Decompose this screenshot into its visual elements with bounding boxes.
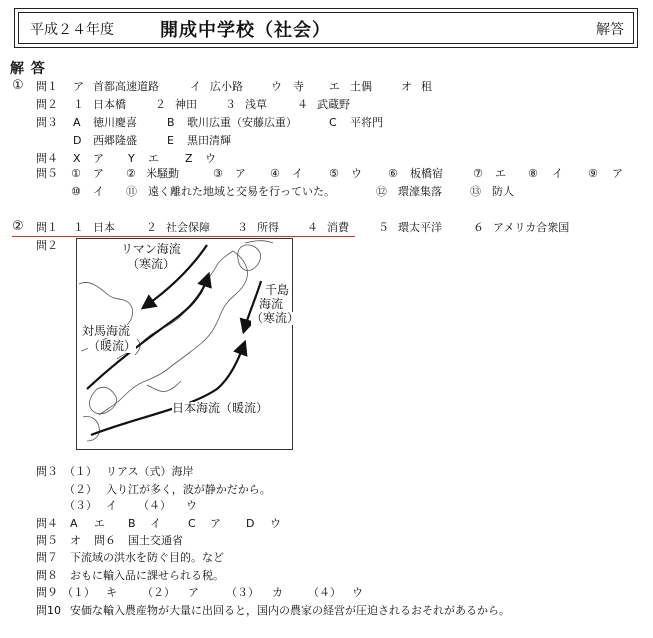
s1-q2-a3: 浅草 xyxy=(245,98,267,111)
s1-q4-Y: エ xyxy=(148,152,159,165)
s1-q2-n1: １ xyxy=(73,98,84,111)
red-underline xyxy=(12,236,355,237)
s2-q8-answer: おもに輸入品に課せられる税。 xyxy=(70,569,224,582)
chishima-label-2: 海流 xyxy=(259,297,284,311)
s1-q5-a6: 板橋宿 xyxy=(410,167,443,180)
s2-q9-a2: ア xyxy=(188,586,199,599)
s1-q3-D: 西郷隆盛 xyxy=(93,134,137,147)
s2-q6-label: 問６ xyxy=(94,534,116,547)
s1-q4-X: ア xyxy=(93,152,104,165)
s1-q5-a4: イ xyxy=(292,167,303,180)
s2-q1-n6: ６ xyxy=(473,221,484,234)
s2-q2-label: 問２ xyxy=(36,239,58,252)
s1-q1-i: 広小路 xyxy=(210,80,243,93)
page-title: 解 答 xyxy=(10,61,46,77)
s1-q1-u: 寺 xyxy=(293,80,304,93)
s1-q4-mY: Y xyxy=(128,152,135,165)
s1-q5-m2: ② xyxy=(126,167,136,180)
s1-q1-label: 問１ xyxy=(36,80,58,93)
s2-q9-n4: （４） xyxy=(308,586,341,599)
ocean-current-map xyxy=(76,238,300,450)
s2-q1-n5: ５ xyxy=(378,221,389,234)
s1-q5-m8: ⑧ xyxy=(528,167,538,180)
s1-q3-A: 徳川慶喜 xyxy=(93,116,137,129)
s1-q2-a4: 武蔵野 xyxy=(317,98,350,111)
s2-q10-label: 問10 xyxy=(36,604,61,617)
s1-q1-o: 租 xyxy=(421,80,432,93)
s1-q3-mE: E xyxy=(167,134,174,147)
s2-q9-n3: （３） xyxy=(226,586,259,599)
s2-q5-label: 問５ xyxy=(36,534,58,547)
s2-q1-n2: ２ xyxy=(146,221,157,234)
s1-q1-a: 首都高速道路 xyxy=(93,80,159,93)
s2-q3-a3: イ xyxy=(106,499,117,512)
s2-q4-B: イ xyxy=(150,517,161,530)
s1-q2-n4: ４ xyxy=(297,98,308,111)
s2-q4-C: ア xyxy=(210,517,221,530)
s1-q5-m13: ⑬ xyxy=(470,185,481,198)
s2-q6-answer: 国土交通省 xyxy=(128,534,183,547)
chishima-label-1: 千島 xyxy=(265,283,290,297)
s1-q5-m1: ① xyxy=(71,167,81,180)
s2-q3-a4: ウ xyxy=(186,499,197,512)
s1-q5-a2: 米騒動 xyxy=(146,167,179,180)
s1-q2-n3: ３ xyxy=(225,98,236,111)
s2-q3-a2: 入り江が多く，波が静かだから。 xyxy=(106,483,271,496)
s1-q5-m9: ⑨ xyxy=(588,167,598,180)
s1-q1-u-mark: ウ xyxy=(271,80,282,93)
s1-q5-a12: 環濠集落 xyxy=(398,185,442,198)
s2-q9-n2: （２） xyxy=(142,586,175,599)
s2-q4-mD: D xyxy=(246,517,255,530)
s1-q5-a3: ア xyxy=(235,167,246,180)
s1-q5-m6: ⑥ xyxy=(388,167,398,180)
s1-q3-mD: D xyxy=(73,134,82,147)
s1-q1-i-mark: イ xyxy=(190,80,201,93)
s1-q5-a5: ウ xyxy=(351,167,362,180)
s2-q4-A: エ xyxy=(94,517,105,530)
s1-q5-m4: ④ xyxy=(270,167,280,180)
s1-q1-o-mark: オ xyxy=(401,80,412,93)
s2-q5-answer: オ xyxy=(70,534,81,547)
s2-q3-n3: （３） xyxy=(64,499,97,512)
s2-q9-a4: ウ xyxy=(352,586,363,599)
s1-q2-label: 問２ xyxy=(36,98,58,111)
s1-q4-Z: ウ xyxy=(205,152,216,165)
s2-q3-a1: リアス（式）海岸 xyxy=(106,465,194,478)
s1-q4-mX: X xyxy=(73,152,81,165)
s1-q5-a13: 防人 xyxy=(492,185,514,198)
s2-q9-n1: （１） xyxy=(62,586,95,599)
s1-q5-a9: ア xyxy=(612,167,623,180)
s1-q3-mC: C xyxy=(329,116,337,129)
s2-q3-label: 問３ xyxy=(36,465,58,478)
s1-q2-n2: ２ xyxy=(155,98,166,111)
s2-q8-label: 問８ xyxy=(36,569,58,582)
s2-q10-answer: 安価な輸入農産物が大量に出回ると，国内の農家の経営が圧迫されるおそれがあるから。 xyxy=(70,604,510,617)
s1-q5-m12: ⑫ xyxy=(376,185,387,198)
liman-current-label: リマン海流 xyxy=(121,242,181,256)
s2-q1-a1: 日本 xyxy=(93,221,115,234)
s2-q1-a4: 消費 xyxy=(327,221,349,234)
s1-q2-a2: 神田 xyxy=(175,98,197,111)
s2-q7-label: 問７ xyxy=(36,551,58,564)
s2-q1-label: 問１ xyxy=(36,221,58,234)
s1-q5-a8: イ xyxy=(552,167,563,180)
s2-q7-answer: 下流域の洪水を防ぐ目的。など xyxy=(70,551,224,564)
s1-q3-mA: A xyxy=(73,116,81,129)
s2-q3-n1: （１） xyxy=(64,465,97,478)
tsushima-current-type: （暖流） xyxy=(88,339,137,353)
s1-q5-m11: ⑪ xyxy=(126,185,137,198)
s1-q5-m7: ⑦ xyxy=(473,167,483,180)
s2-q4-mA: A xyxy=(70,517,78,530)
s2-q1-a5: 環太平洋 xyxy=(398,221,442,234)
s2-q1-a2: 社会保障 xyxy=(166,221,210,234)
s1-q5-m5: ⑤ xyxy=(329,167,339,180)
s1-q3-C: 平将門 xyxy=(350,116,383,129)
s1-q5-m10: ⑩ xyxy=(71,185,81,198)
s1-q3-label: 問３ xyxy=(36,116,58,129)
header-answer-label: 解答 xyxy=(596,22,624,38)
s2-q1-n3: ３ xyxy=(237,221,248,234)
s1-q1-a-mark: ア xyxy=(73,80,84,93)
s2-q3-n4: （４） xyxy=(138,499,171,512)
header-year: 平成２４年度 xyxy=(30,22,114,38)
s2-q1-a3: 所得 xyxy=(257,221,279,234)
s2-q4-D: ウ xyxy=(270,517,281,530)
s2-q9-a1: キ xyxy=(106,586,117,599)
tsushima-current-label: 対馬海流 xyxy=(82,324,131,338)
s2-q1-a6: アメリカ合衆国 xyxy=(493,221,570,234)
s1-q5-a7: エ xyxy=(495,167,506,180)
s1-q5-a1: ア xyxy=(93,167,104,180)
s2-q3-n2: （２） xyxy=(64,483,97,496)
section2-number: ② xyxy=(12,219,24,234)
s1-q4-label: 問４ xyxy=(36,152,58,165)
header-school: 開成中学校（社会） xyxy=(160,20,331,41)
s1-q2-a1: 日本橋 xyxy=(93,98,126,111)
liman-current-type: （寒流） xyxy=(127,257,176,271)
s2-q1-n4: ４ xyxy=(307,221,318,234)
s2-q4-mC: C xyxy=(188,517,196,530)
chishima-label-3: （寒流） xyxy=(251,311,300,325)
s1-q3-mB: B xyxy=(167,116,175,129)
s1-q4-mZ: Z xyxy=(185,152,193,165)
s2-q9-label: 問９ xyxy=(36,586,58,599)
s2-q1-n1: １ xyxy=(73,221,84,234)
s1-q1-e: 土偶 xyxy=(350,80,372,93)
s1-q1-e-mark: エ xyxy=(329,80,340,93)
japan-current-label: 日本海流（暖流） xyxy=(172,401,269,415)
s1-q3-B: 歌川広重（安藤広重） xyxy=(187,116,297,129)
s1-q5-a10: イ xyxy=(93,185,104,198)
s1-q5-m3: ③ xyxy=(213,167,223,180)
s1-q3-E: 黒田清輝 xyxy=(187,134,231,147)
s2-q4-label: 問４ xyxy=(36,517,58,530)
s1-q5-a11: 遠く離れた地域と交易を行っていた。 xyxy=(148,185,335,198)
s2-q9-a3: カ xyxy=(272,586,283,599)
s2-q4-mB: B xyxy=(128,517,136,530)
s1-q5-label: 問５ xyxy=(36,167,58,180)
section1-number: ① xyxy=(12,78,24,93)
